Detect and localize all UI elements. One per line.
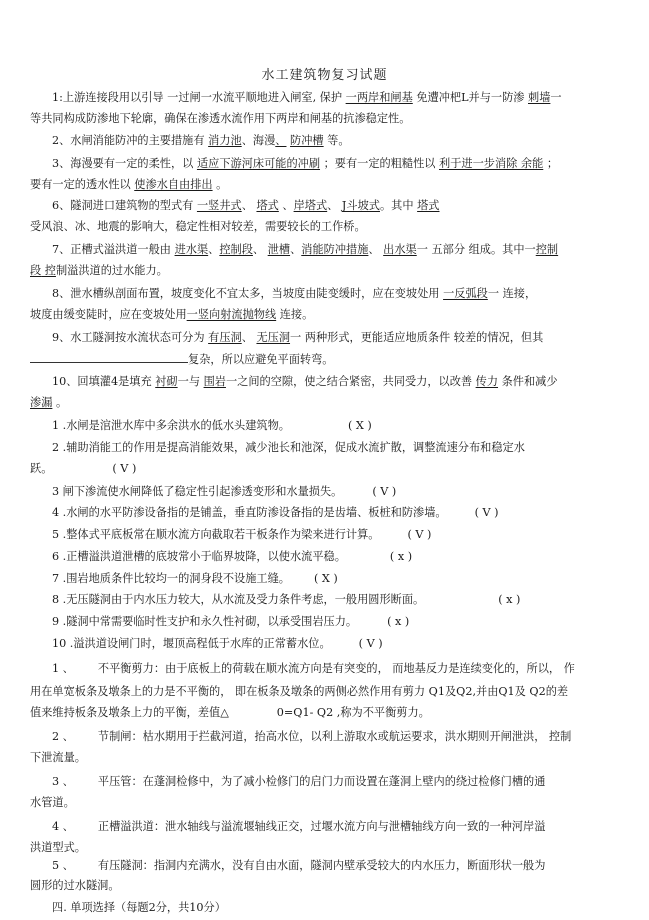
term-4: 4 、 正槽溢洪道：泄水轴线与溢流堰轴线正交，过堰水流方向与泄槽轴线方向一致的一种河岸溢 [52,820,546,833]
term-4-line2: 洪道型式。 [30,841,86,854]
term-2: 2 、 节制闸：枯水期用于拦截河道，抬高水位，以利上游取水或航运要求，洪水期则开闸泄洪， 控制 [52,730,572,743]
question-9-line2: 复杂，所以应避免平面转弯。 [30,351,333,367]
page-title: 水工建筑物复习试题 [261,68,388,83]
tf-item-10: 10 .溢洪道设闸门时，堰顶高程低于水库的正常蓄水位。 ( V ) [52,637,383,650]
tf-item-5: 5 .整体式平底板常在顺水流方向截取若干板条作为梁来进行计算。 ( V ) [52,528,432,541]
term-3: 3 、 平压管：在蓬洞检修中，为了减小检修门的启门力而设置在蓬洞上壁内的绕过检修门槽的通 [52,775,546,788]
tf-item-2: 2 .辅助消能工的作用是提高消能效果，减少池长和池深，促成水流扩散，调整流速分布和稳定水 [52,441,525,454]
term-2-line2: 下泄流量。 [30,751,86,764]
question-1: 1:上游连接段用以引导 一过闸一水流平顺地进入闸室, 保护 一两岸和闸基 免遭冲杷L并与一防渗 刺墙一 [52,91,562,104]
question-10-line2: 渗漏 。 [30,396,68,409]
tf-item-9: 9 .隧洞中常需要临时性支护和永久性衬砌，以承受围岩压力。 ( x ) [52,615,410,628]
term-5-line2: 圆形的过水隧洞。 [30,879,120,892]
tf-item-4: 4 .水闸的水平防渗设备指的是铺盖，垂直防渗设备指的是齿墙、板桩和防渗墙。 ( V ) [52,506,499,519]
section-4-heading: 四. 单项选择（每题2分，共10分） [52,901,226,914]
question-2: 2、水闸消能防冲的主要措施有 消力池、海漫、 防冲槽 等。 [52,134,350,147]
term-1-line2: 用在单宽板条及墩条上的力是不平衡的， 即在板条及墩条的两侧必然作用有剪力 Q1及Q2,并由Q1及 Q2的差 [30,685,569,698]
tf-item-2-line2: 跃。 ( V ) [30,462,137,475]
term-1: 1 、 不平衡剪力：由于底板上的荷载在顺水流方向是有突变的， 而地基反力是连续变化的，所以， 作 [52,662,575,675]
question-6: 6、隧洞进口建筑物的型式有 一竖井式、 塔式 、岸塔式、 J斗坡式。其中 塔式 [52,199,440,212]
tf-item-7: 7 .围岩地质条件比较均一的洞身段不设施工缝。 ( X ) [52,572,338,585]
term-1-line3: 值来维持板条及墩条上力的平衡，差值△ 0=Q1- Q2 ,称为不平衡剪力。 [30,706,430,719]
tf-item-6: 6 .正槽溢洪道泄槽的底坡常小于临界坡降，以使水流平稳。 ( x ) [52,550,413,563]
question-6-line2: 受风浪、冰、地震的影响大，稳定性相对较差，需要较长的工作桥。 [30,220,366,233]
question-7-line2: 段 控制溢洪道的过水能力。 [30,264,168,277]
tf-item-1: 1 .水闸是涫泄水库中多余洪水的低水头建筑物。 ( X ) [52,419,372,432]
tf-item-8: 8 .无压隧洞由于内水压力较大，从水流及受力条件考虑，一般用圆形断面。 ( x ) [52,593,521,606]
term-3-line2: 水管道。 [30,796,75,809]
answer-blank [30,351,188,363]
tf-item-3: 3 闸下渗流使水闸降低了稳定性引起渗透变形和水量损失。 ( V ) [52,485,397,498]
question-1-line2: 等共同构成防渗地下轮廓，确保在渗透水流作用下两岸和闸基的抗渗稳定性。 [30,112,411,125]
question-3-line2: 要有一定的透水性以 使渗水自由排出 。 [30,178,228,191]
question-7: 7、正槽式溢洪道一般由 进水渠、控制段、 泄槽、消能防冲措施、 出水渠一 五部分 组成。其中一控制 [52,243,559,256]
question-8: 8、泄水槽纵剖面布置，坡度变化不宜太多，当坡度由陡变缓时，应在变坡处用 一反弧段一 连接， [52,287,537,300]
question-8-line2: 坡度由缓变陡时，应在变坡处用一竖向射流抛物线 连接。 [30,308,314,321]
question-10: 10、回填灌4是填充 衬砌一与 围岩一之间的空隙，使之结合紧密，共同受力，以改善 传力 条件和减少 [52,375,558,388]
term-5: 5 、 有压隧洞：指洞内充满水，没有自由水面，隧洞内壁承受较大的内水压力，断面形状一般为 [52,859,546,872]
question-3: 3、海漫要有一定的柔性，以 适应下游河床可能的冲刷 ；要有一定的粗糙性以 利于进一步消除 余能 ； [52,157,559,170]
question-9: 9、水工隧洞按水流状态可分为 有压洞、 无压洞一 两种形式，更能适应地质条件 较差的情况，但其 [52,331,544,344]
